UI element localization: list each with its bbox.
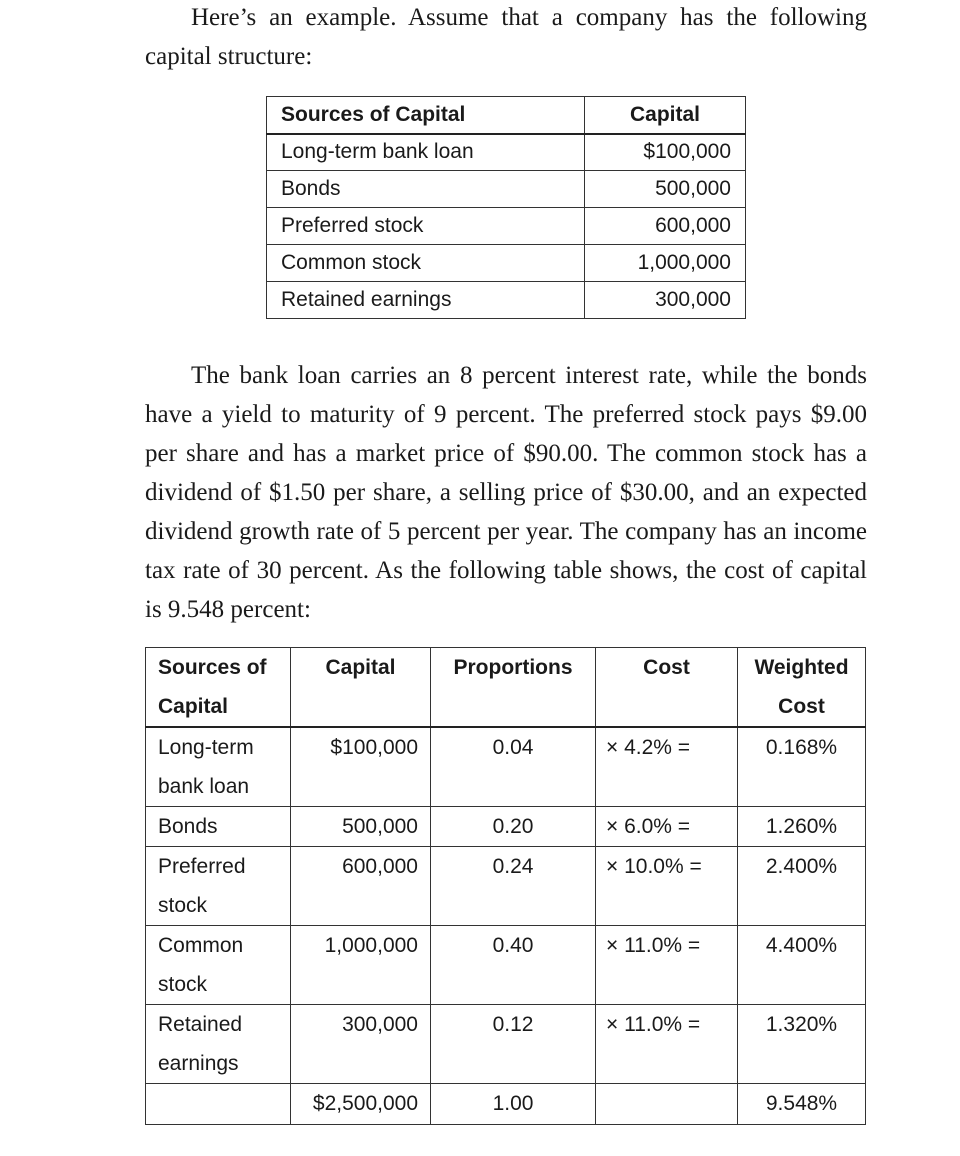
column-header: Cost [596,648,738,728]
table-row [267,134,746,171]
column-header: Sources of Capital [267,97,585,134]
cost-cell: × 4.2% = [596,727,738,807]
capital-cell: 600,000 [585,208,746,245]
cost-cell: × 11.0% = [596,926,738,1005]
column-header: Sources of Capital [146,648,291,728]
cost-cell: × 11.0% = [596,1005,738,1084]
explanation-paragraph: The bank loan carries an 8 percent interest rate, while the bonds have a yield to maturity of 9 percent. The preferred stock pays $9.00 per share and has a market price of $90.00. The common stock has a dividend of $1.50 per share, a selling price of $30.00, and an expected dividend growth rate of 5 percent per year. The company has an income tax rate of 30 percent. As the following table shows, the cost of capital is 9.548 percent: [145,362,867,623]
weighted-cost-cell: 1.260% [738,807,866,847]
weighted-cost-cell: 0.168% [738,727,866,807]
table-row [146,807,866,847]
table-header-row [267,97,746,134]
column-header: Capital [291,648,431,728]
intro-paragraph: Here’s an example. Assume that a company has the following capital structure: [145,4,867,70]
source-cell: Retained earnings [267,282,585,319]
table-row [267,282,746,319]
capital-cell: 300,000 [291,1005,431,1084]
table-row [267,171,746,208]
source-cell: Retained earnings [146,1005,291,1084]
column-header: Capital [585,97,746,134]
total-row [146,1084,866,1125]
cost-cell: × 10.0% = [596,847,738,926]
table-row [146,926,866,1005]
source-cell: Common stock [146,926,291,1005]
table-row [267,245,746,282]
capital-cell: 300,000 [585,282,746,319]
source-cell: Common stock [267,245,585,282]
capital-cell: 1,000,000 [291,926,431,1005]
table-header-row [146,648,866,728]
source-cell: Preferred stock [267,208,585,245]
proportion-cell: 0.20 [431,807,596,847]
total-cost-cell [596,1084,738,1125]
source-cell: Bonds [267,171,585,208]
source-cell: Long-term bank loan [267,134,585,171]
capital-cell: 500,000 [585,171,746,208]
total-proportion-cell: 1.00 [431,1084,596,1125]
weighted-cost-cell: 4.400% [738,926,866,1005]
cost-of-capital-table [145,647,866,1125]
table-row [146,847,866,926]
table-row [146,727,866,807]
cost-cell: × 6.0% = [596,807,738,847]
total-capital-cell: $2,500,000 [291,1084,431,1125]
weighted-cost-cell: 2.400% [738,847,866,926]
table-row [146,1005,866,1084]
weighted-cost-cell: 1.320% [738,1005,866,1084]
capital-cell: 500,000 [291,807,431,847]
total-label-cell [146,1084,291,1125]
source-cell: Preferred stock [146,847,291,926]
proportion-cell: 0.04 [431,727,596,807]
proportion-cell: 0.40 [431,926,596,1005]
column-header: Proportions [431,648,596,728]
capital-cell: $100,000 [585,134,746,171]
total-weighted-cost-cell: 9.548% [738,1084,866,1125]
source-cell: Bonds [146,807,291,847]
capital-structure-table [266,96,746,319]
table-row [267,208,746,245]
proportion-cell: 0.12 [431,1005,596,1084]
proportion-cell: 0.24 [431,847,596,926]
capital-cell: 1,000,000 [585,245,746,282]
capital-cell: $100,000 [291,727,431,807]
column-header: Weighted Cost [738,648,866,728]
source-cell: Long-term bank loan [146,727,291,807]
capital-cell: 600,000 [291,847,431,926]
